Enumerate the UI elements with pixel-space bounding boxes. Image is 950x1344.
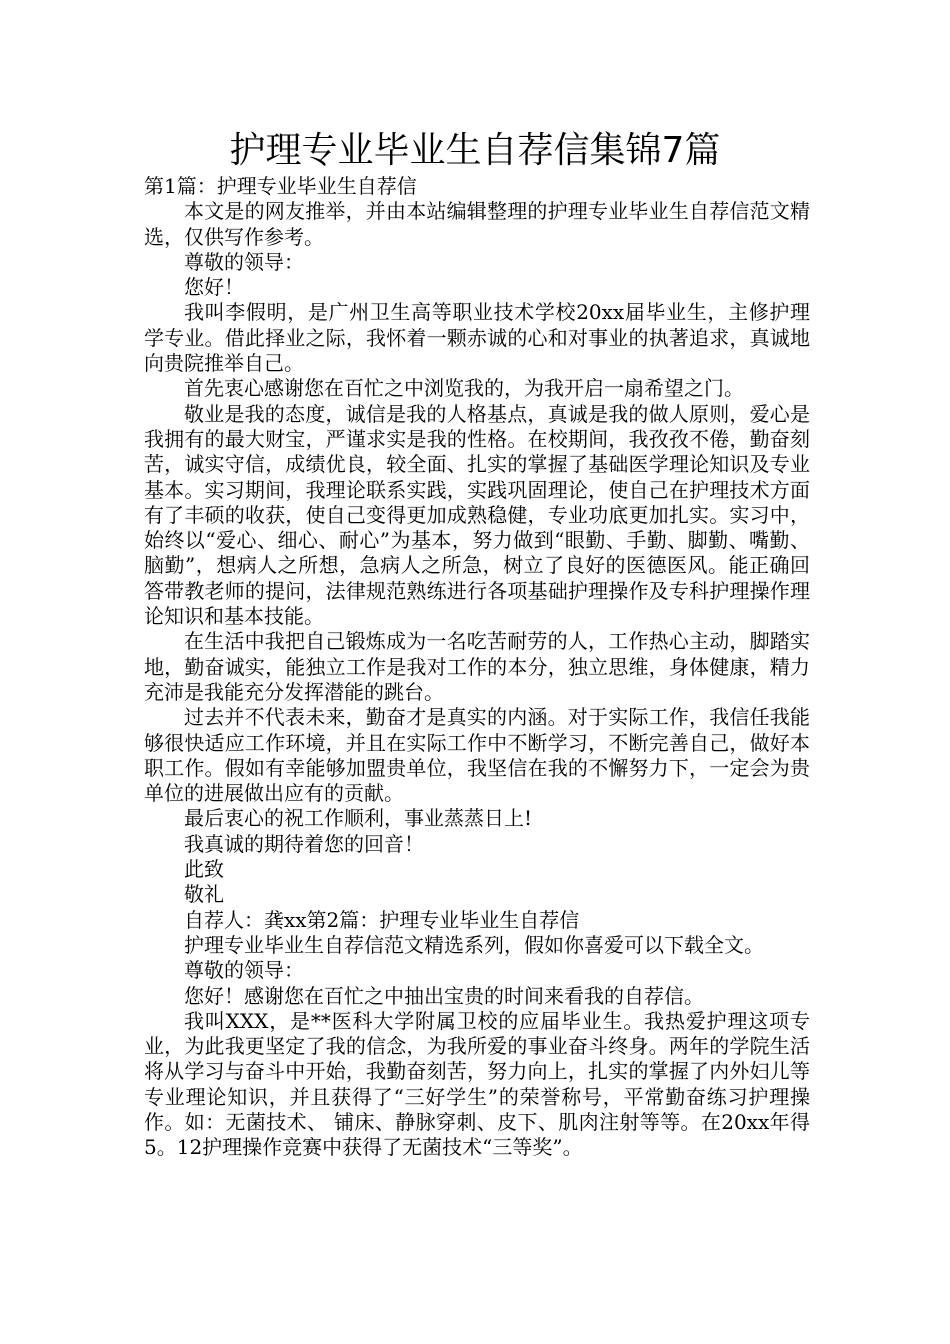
paragraph: 我叫李假明，是广州卫生高等职业技术学校20xx届毕业生，主修护理学专业。借此择业之际，我怀着一颗赤诚的心和对事业的执著追求，真诚地向贵院推举自己。 <box>144 300 810 376</box>
paragraph: 敬业是我的态度，诚信是我的人格基点，真诚是我的做人原则，爱心是我拥有的最大财宝，严谨求实是我的性格。在校期间，我孜孜不倦，勤奋刻苦，诚实守信，成绩优良，较全面、扎实的掌握了基础医学理论知识及专业基本。实习期间，我理论联系实践，实践巩固理论，使自己在护理技术方面有了丰硕的收获，使自己变得更加成熟稳健，专业功底更加扎实。实习中，始终以“爱心、细心、耐心”为基本，努力做到“眼勤、手勤、脚勤、嘴勤、脑勤”，想病人之所想，急病人之所急，树立了良好的医德医风。能正确回答带教老师的提问，法律规范熟练进行各项基础护理操作及专科护理操作理论知识和基本技能。 <box>144 401 810 629</box>
paragraph: 您好！感谢您在百忙之中抽出宝贵的时间来看我的自荐信。 <box>184 983 704 1008</box>
paragraph: 敬礼 <box>184 882 224 907</box>
paragraph: 过去并不代表未来，勤奋才是真实的内涵。对于实际工作，我信任我能够很快适应工作环境，并且在实际工作中不断学习，不断完善自己，做好本职工作。假如有幸能够加盟贵单位，我坚信在我的不懈努力下，一定会为贵单位的进展做出应有的贡献。 <box>144 705 810 806</box>
paragraph: 此致 <box>184 857 224 882</box>
paragraph: 尊敬的领导： <box>184 958 304 983</box>
paragraph: 自荐人：龚xx第2篇：护理专业毕业生自荐信 <box>184 907 580 932</box>
paragraph: 您好！ <box>184 275 244 300</box>
paragraph: 我真诚的期待着您的回音！ <box>184 831 424 856</box>
paragraph: 本文是的网友推举，并由本站编辑整理的护理专业毕业生自荐信范文精选，仅供写作参考。 <box>144 199 810 249</box>
document-body <box>144 174 810 1161</box>
paragraph: 首先衷心感谢您在百忙之中浏览我的，为我开启一扇希望之门。 <box>184 376 744 401</box>
paragraph: 第1篇：护理专业毕业生自荐信 <box>144 174 417 198</box>
paragraph: 尊敬的领导： <box>184 249 304 274</box>
paragraph: 最后衷心的祝工作顺利，事业蒸蒸日上! <box>184 806 533 831</box>
paragraph: 我叫XXX，是**医科大学附属卫校的应届毕业生。我热爱护理这项专业，为此我更坚定了我的信念，为我所爱的事业奋斗终身。两年的学院生活将从学习与奋斗中开始，我勤奋刻苦，努力向上，扎实的掌握了内外妇儿等专业理论知识，并且获得了“三好学生”的荣誉称号，平常勤奋练习护理操作。如：无菌技术、 铺床、静脉穿刺、皮下、肌肉注射等等。在20xx年得5。12护理操作竞赛中获得了无菌技术“三等奖”。 <box>144 1008 810 1160</box>
paragraph: 护理专业毕业生自荐信范文精选系列，假如你喜爱可以下载全文。 <box>184 932 764 957</box>
document-title: 护理专业毕业生自荐信集锦7篇 <box>229 130 721 171</box>
paragraph: 在生活中我把自己锻炼成为一名吃苦耐劳的人，工作热心主动，脚踏实地，勤奋诚实，能独立工作是我对工作的本分，独立思维，身体健康，精力充沛是我能充分发挥潜能的跳台。 <box>144 629 810 704</box>
